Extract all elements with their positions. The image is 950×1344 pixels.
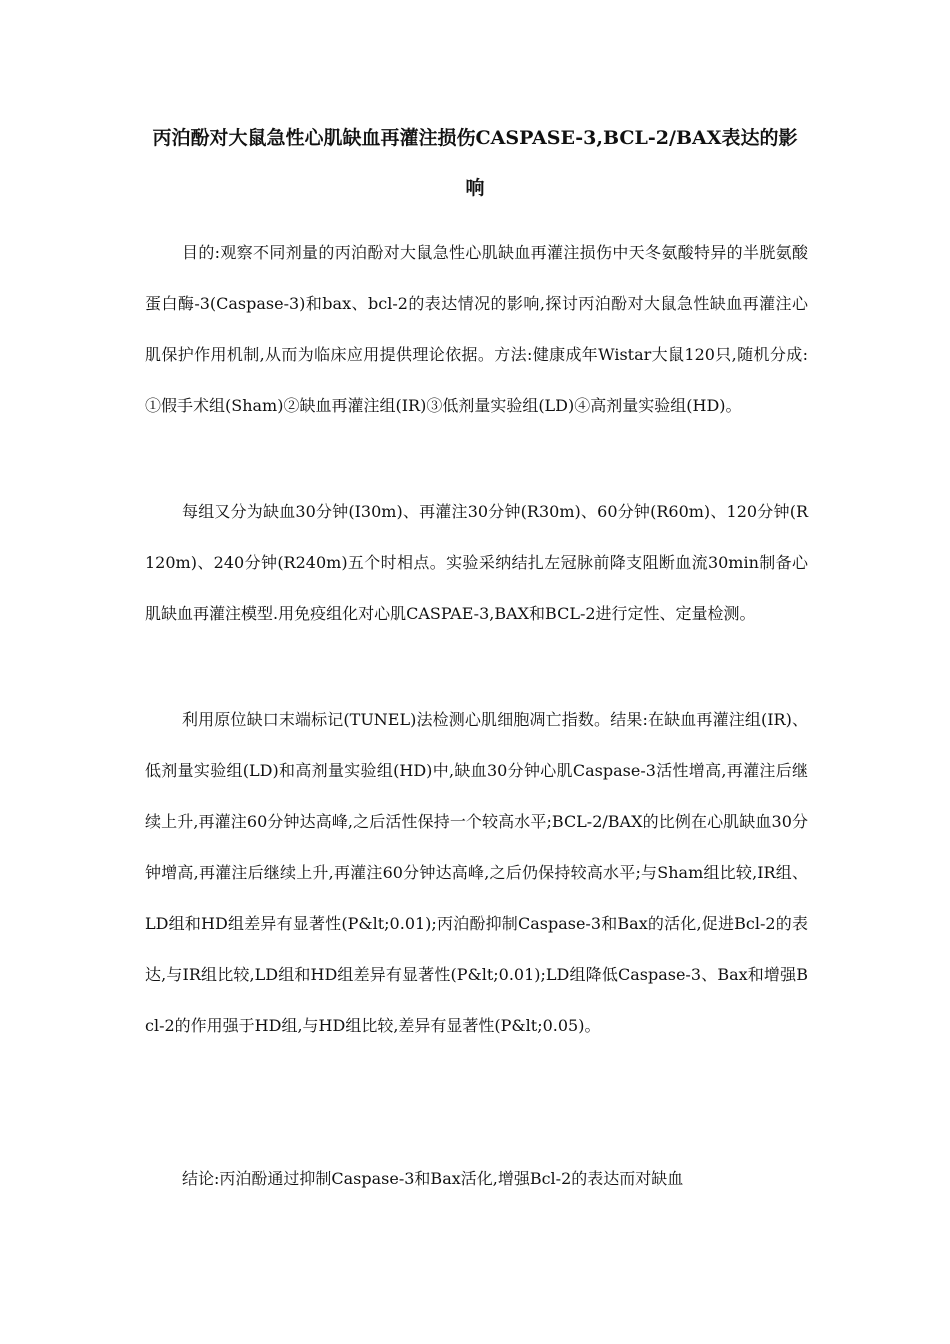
paragraph-conclusion: 结论:丙泊酚通过抑制Caspase-3和Bax活化,增强Bcl-2的表达而对缺血 [182,1169,684,1188]
paragraph-groups-model: 每组又分为缺血30分钟(I30m)、再灌注30分钟(R30m)、60分钟(R60m)、120分钟(R120m)、240分钟(R240m)五个时相点。实验采纳结扎左冠脉前降支阻断血流30min制备心肌缺血再灌注模型.用免疫组化对心肌CASPAE-3,BAX和BCL-2进行定性、定量检测。 [145,502,808,623]
document-title: 丙泊酚对大鼠急性心肌缺血再灌注损伤CASPASE-3,BCL-2/BAX表达的影响 [152,127,798,199]
paragraph-objective-methods: 目的:观察不同剂量的丙泊酚对大鼠急性心肌缺血再灌注损伤中天冬氨酸特异的半胱氨酸蛋白酶-3(Caspase-3)和bax、bcl-2的表达情况的影响,探讨丙泊酚对大鼠急性缺血再灌注心肌保护作用机制,从而为临床应用提供理论依据。方法:健康成年Wistar大鼠120只,随机分成:①假手术组(Sham)②缺血再灌注组(IR)③低剂量实验组(LD)④高剂量实验组(HD)。 [145,243,808,415]
paragraph-results: 利用原位缺口末端标记(TUNEL)法检测心肌细胞凋亡指数。结果:在缺血再灌注组(IR)、低剂量实验组(LD)和高剂量实验组(HD)中,缺血30分钟心肌Caspase-3活性增高,再灌注后继续上升,再灌注60分钟达高峰,之后活性保持一个较高水平;BCL-2/BAX的比例在心肌缺血30分钟增高,再灌注后继续上升,再灌注60分钟达高峰,之后仍保持较高水平;与Sham组比较,IR组、LD组和HD组差异有显著性(P&lt;0.01);丙泊酚抑制Caspase-3和Bax的活化,促进Bcl-2的表达,与IR组比较,LD组和HD组差异有显著性(P&lt;0.01);LD组降低Caspase-3、Bax和增强Bcl-2的作用强于HD组,与HD组比较,差异有显著性(P&lt;0.05)。 [145,710,808,1035]
